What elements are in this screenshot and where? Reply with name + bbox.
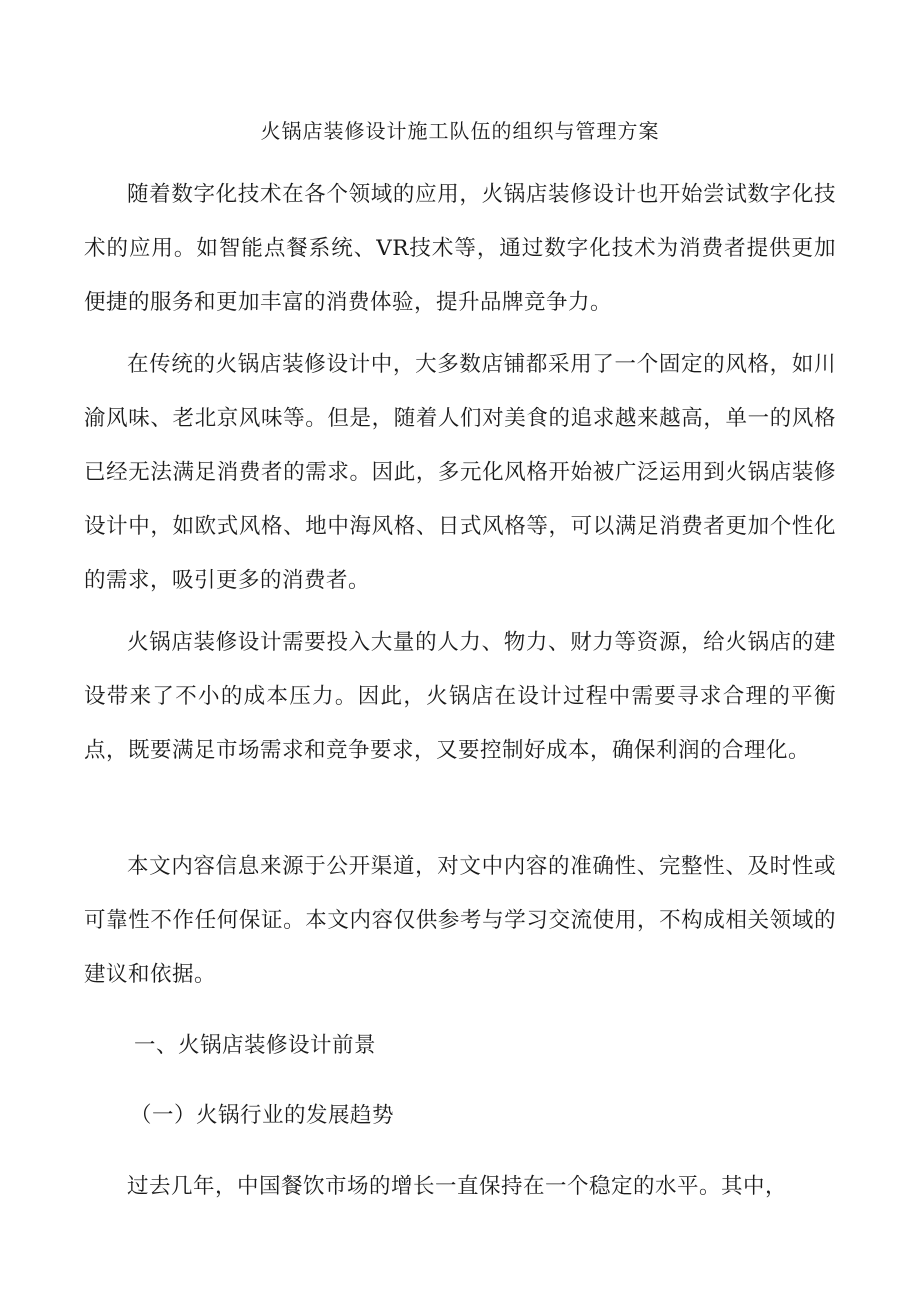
section-heading: 一、火锅店装修设计前景 xyxy=(134,1033,377,1058)
subsection-heading: （一）火锅行业的发展趋势 xyxy=(130,1103,395,1128)
paragraph-style-diversity: 在传统的火锅店装修设计中，大多数店铺都采用了一个固定的风格，如川渝风味、老北京风味等。但是，随着人们对美食的追求越来越高，单一的风格已经无法满足消费者的需求。因此，多元化风格开始被广泛运用到火锅店装修设计中，如欧式风格、地中海风格、日式风格等，可以满足消费者更加个性化的需求，吸引更多的消费者。 xyxy=(84,352,836,593)
paragraph-digital-tech: 随着数字化技术在各个领域的应用，火锅店装修设计也开始尝试数字化技术的应用。如智能点餐系统、VR技术等，通过数字化技术为消费者提供更加便捷的服务和更加丰富的消费体验，提升品牌竞争力。 xyxy=(84,182,836,315)
document-title: 火锅店装修设计施工队伍的组织与管理方案 xyxy=(260,119,660,143)
paragraph-cost-pressure: 火锅店装修设计需要投入大量的人力、物力、财力等资源，给火锅店的建设带来了不小的成本压力。因此，火锅店在设计过程中需要寻求合理的平衡点，既要满足市场需求和竞争要求，又要控制好成本，确保利润的合理化。 xyxy=(84,630,836,763)
paragraph-disclaimer: 本文内容信息来源于公开渠道，对文中内容的准确性、完整性、及时性或可靠性不作任何保证。本文内容仅供参考与学习交流使用，不构成相关领域的建议和依据。 xyxy=(84,854,836,987)
paragraph-market-growth: 过去几年，中国餐饮市场的增长一直保持在一个稳定的水平。其中， xyxy=(127,1174,788,1199)
